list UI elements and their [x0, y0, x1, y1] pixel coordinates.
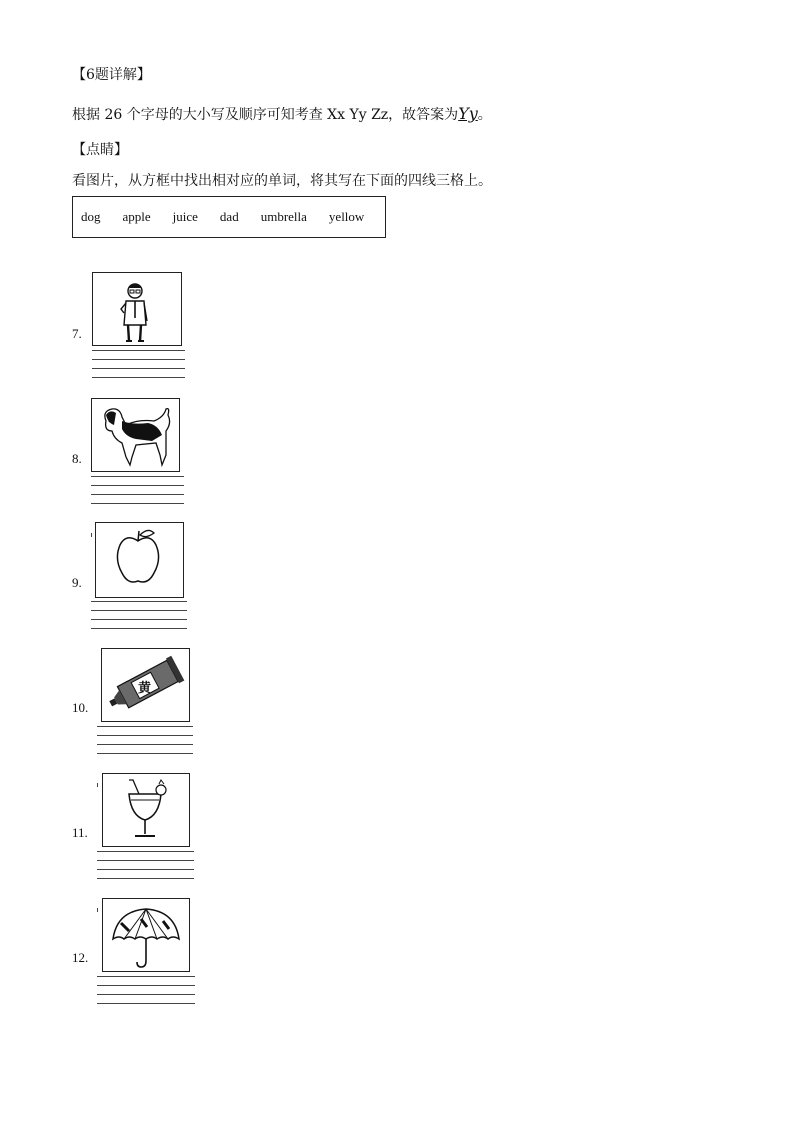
word-dad: dad	[219, 209, 239, 224]
word-umbrella: umbrella	[260, 209, 307, 224]
margin-tick-12	[97, 908, 98, 912]
question-11-picture	[102, 773, 190, 847]
writing-lines-9[interactable]	[91, 601, 187, 637]
question-7-picture	[92, 272, 182, 346]
juice-glass-icon	[103, 774, 189, 846]
question-number-12: 12.	[72, 950, 89, 965]
umbrella-icon	[103, 899, 189, 971]
question-9-picture	[95, 522, 184, 598]
instruction-text: 看图片，从方框中找出相对应的单词，将其写在下面的四线三格上。	[72, 173, 492, 189]
question-10-picture	[101, 648, 190, 722]
question-number-11: 11.	[72, 825, 88, 840]
paint-tube-label: 黄	[138, 681, 152, 696]
question-12-picture	[102, 898, 190, 972]
question-8-picture	[91, 398, 180, 472]
question-number-9: 9.	[72, 575, 82, 590]
margin-tick-11	[97, 783, 98, 787]
section-heading-q6: 【6题详解】	[72, 67, 151, 83]
margin-tick-9	[91, 533, 92, 537]
question-number-7: 7.	[72, 326, 82, 341]
word-dog: dog	[81, 209, 101, 224]
writing-lines-11[interactable]	[97, 851, 194, 887]
writing-lines-7[interactable]	[92, 350, 185, 386]
explanation-text	[72, 105, 492, 124]
word-juice: juice	[172, 209, 198, 224]
word-yellow: yellow	[328, 209, 365, 224]
question-number-10: 10.	[72, 700, 89, 715]
writing-lines-10[interactable]	[97, 726, 193, 762]
apple-icon	[96, 523, 183, 597]
explanation-end: 。	[477, 107, 492, 123]
word-apple: apple	[122, 209, 151, 224]
man-in-suit-icon	[93, 273, 181, 345]
writing-lines-8[interactable]	[91, 476, 184, 512]
writing-lines-12[interactable]	[97, 976, 195, 1012]
question-number-8: 8.	[72, 451, 82, 466]
section-heading-tip: 【点睛】	[72, 142, 128, 158]
explanation-body: 根据 26 个字母的大小写及顺序可知考查 Xx Yy Zz，故答案为	[72, 107, 459, 123]
handwritten-answer: Yy	[458, 104, 478, 123]
dog-icon	[92, 399, 179, 471]
word-bank-box	[72, 196, 386, 238]
